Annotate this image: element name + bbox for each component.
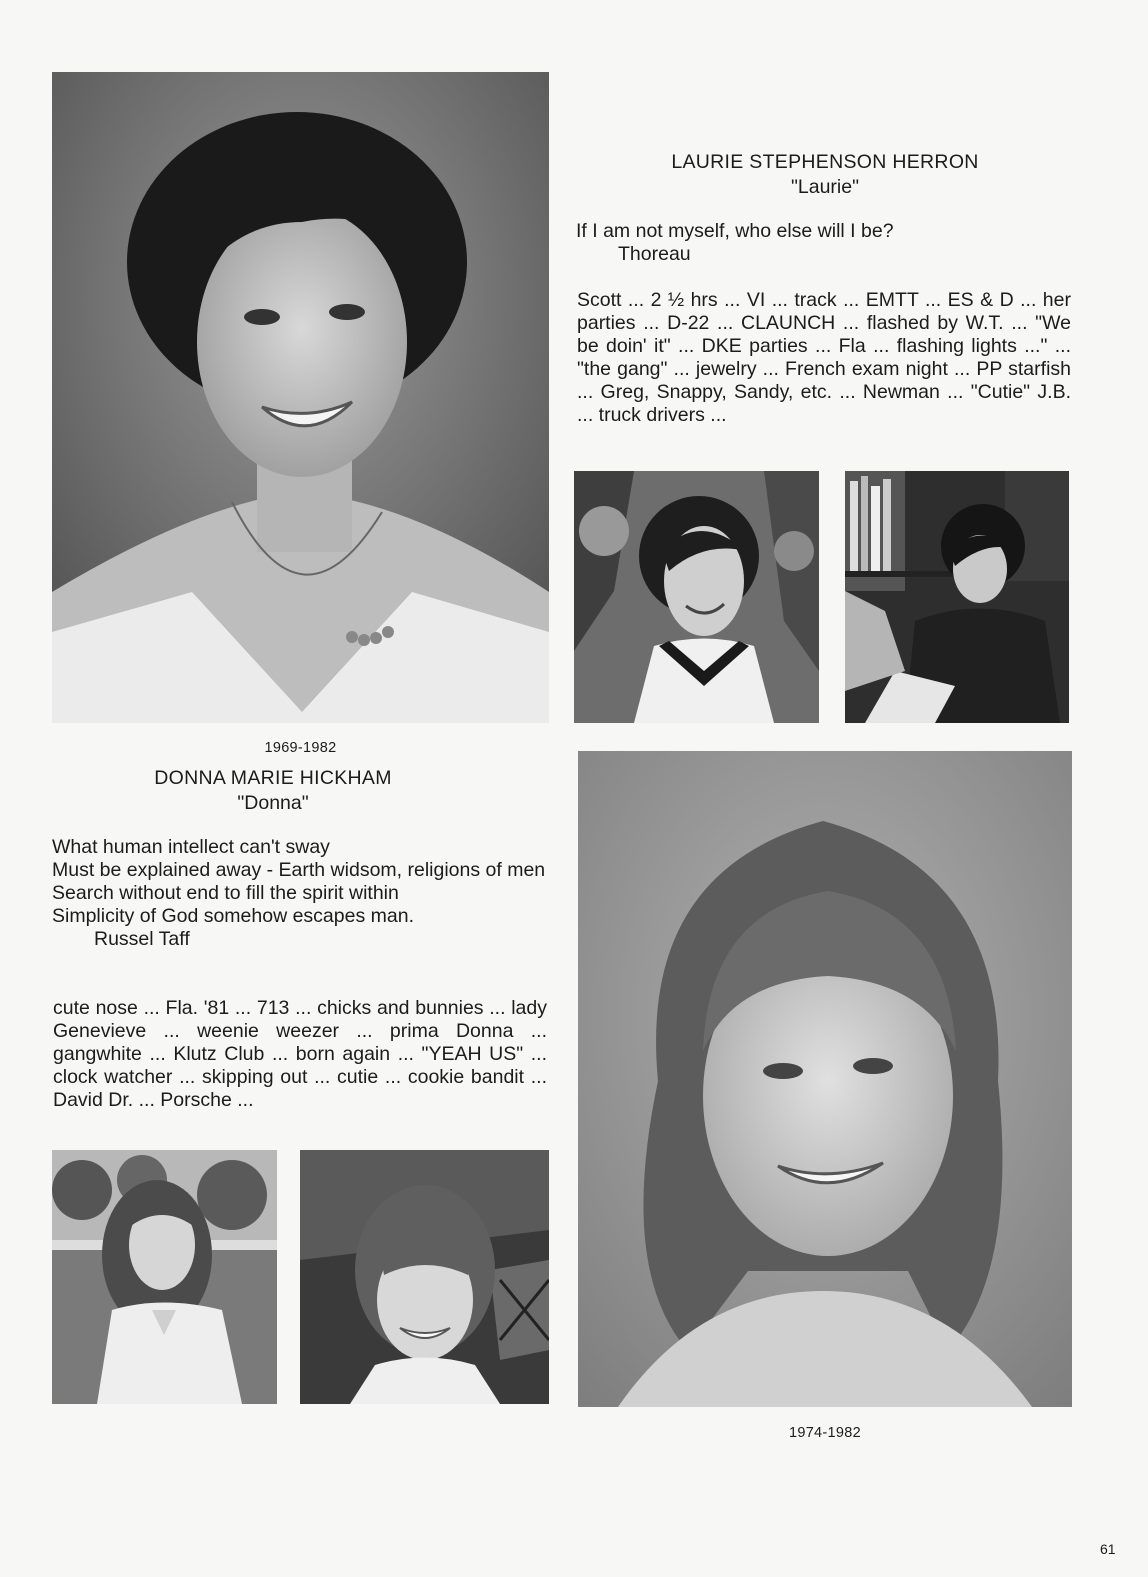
donna-quote-line: Must be explained away - Earth widsom, religions of men <box>52 859 546 881</box>
donna-name-block <box>52 766 494 815</box>
laurie-bio: Scott ... 2 ½ hrs ... VI ... track ... EMTT ... ES & D ... her parties ... D-22 ... CLAUNCH ... flashed by W.T. ... "We be doin' it" ... DKE parties ... Fla ... flashing lights ..." ... "the gang" ... jewelry ... French exam night ... PP starfish ... Greg, Snappy, Sandy, etc. ... Newman ... "Cutie" J.B. ... truck drivers ... <box>577 289 1071 426</box>
laurie-quote <box>576 220 1076 266</box>
donna-dates: 1974-1982 <box>788 1425 862 1441</box>
laurie-dates: 1969-1982 <box>264 740 337 756</box>
donna-portrait-photo <box>578 751 1072 1407</box>
donna-smiling-photo <box>300 1150 549 1404</box>
laurie-quote-line: If I am not myself, who else will I be? <box>576 220 894 242</box>
donna-quote-author: Russel Taff <box>94 928 190 950</box>
donna-nickname: "Donna" <box>237 792 309 814</box>
laurie-library-photo <box>845 471 1069 723</box>
page-number: 61 <box>1100 1541 1116 1557</box>
donna-garden-photo <box>52 1150 277 1404</box>
donna-quote <box>52 836 552 951</box>
donna-quote-line: What human intellect can't sway <box>52 836 330 858</box>
laurie-quote-author: Thoreau <box>618 243 691 265</box>
donna-bio: cute nose ... Fla. '81 ... 713 ... chicks and bunnies ... lady Genevieve ... weenie weezer ... prima Donna ... gangwhite ... Klutz Club ... born again ... "YEAH US" ... clock watcher ... skipping out ... cutie ... cookie bandit ... David Dr. ... Porsche ... <box>53 997 547 1111</box>
laurie-outdoor-photo <box>574 471 819 723</box>
laurie-name-block <box>600 150 1050 199</box>
donna-quote-line: Simplicity of God somehow escapes man. <box>52 905 414 927</box>
donna-name: DONNA MARIE HICKHAM <box>154 767 392 789</box>
donna-quote-line: Search without end to fill the spirit within <box>52 882 399 904</box>
laurie-nickname: "Laurie" <box>790 176 860 198</box>
laurie-name: LAURIE STEPHENSON HERRON <box>671 151 979 173</box>
laurie-portrait-photo <box>52 72 549 723</box>
